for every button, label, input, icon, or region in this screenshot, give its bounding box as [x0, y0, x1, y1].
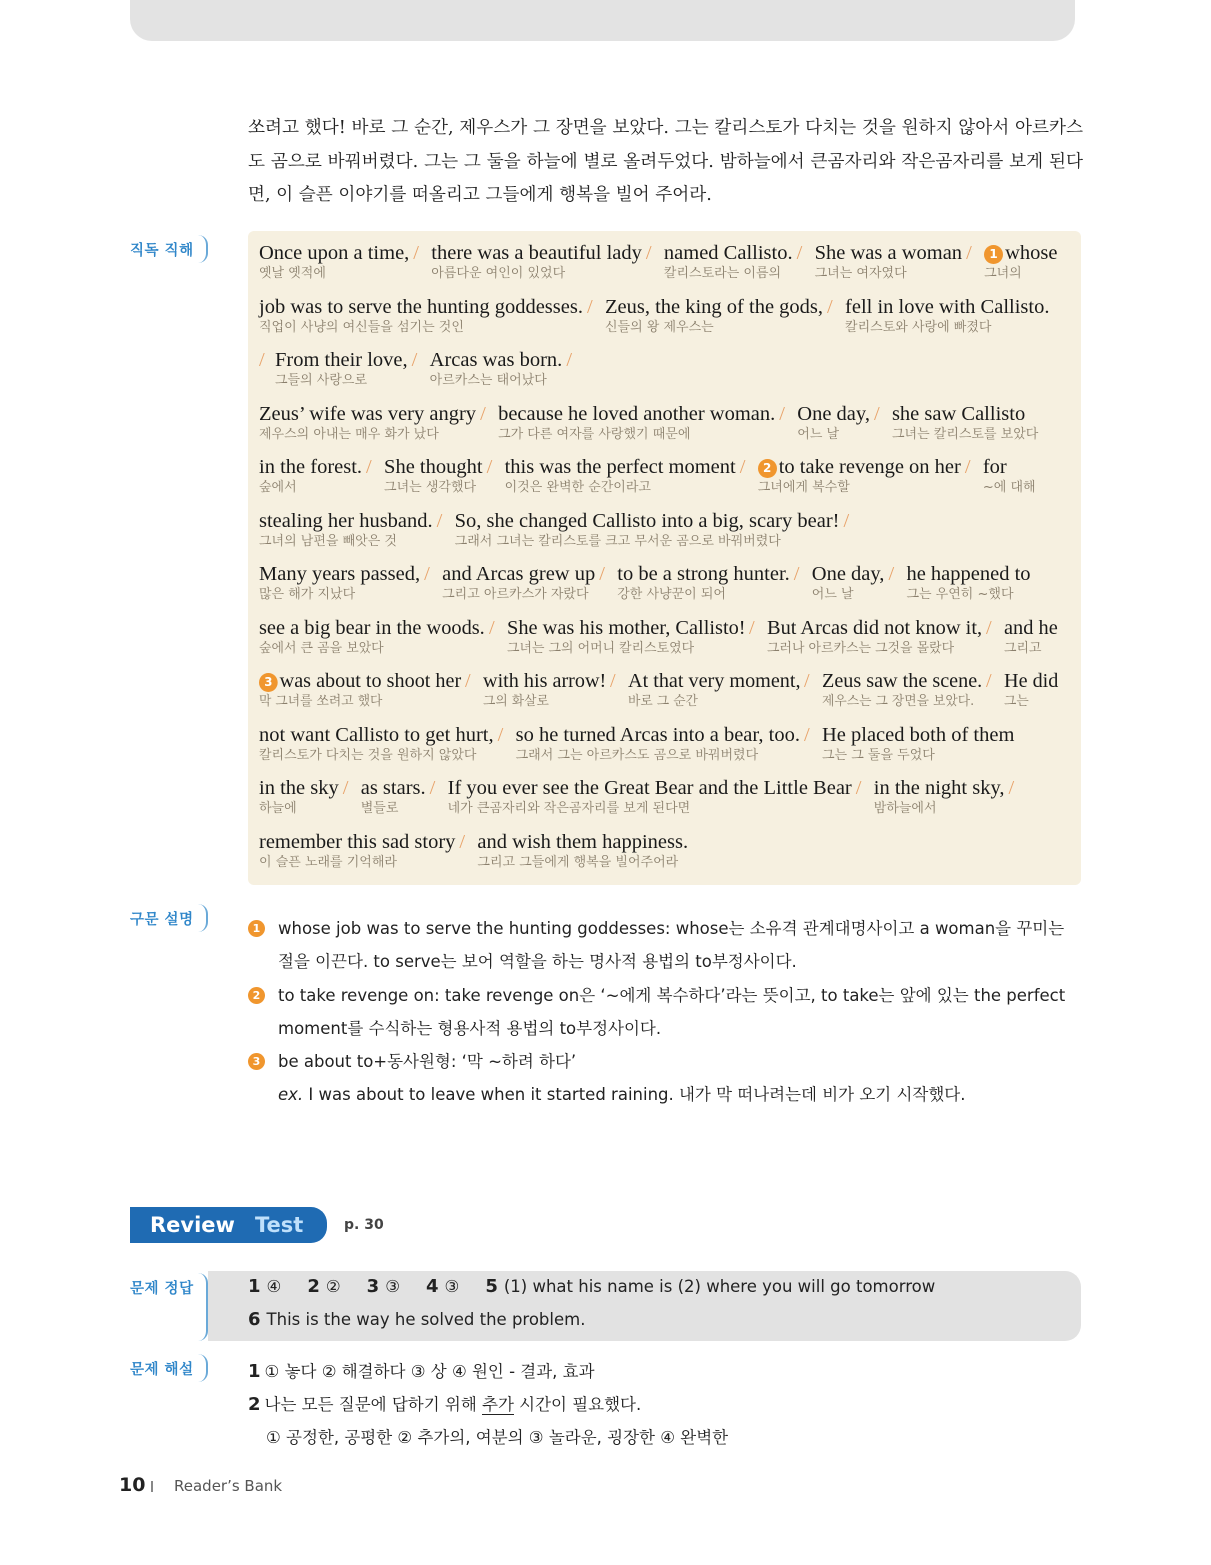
chunk-english: she saw Callisto: [891, 402, 1026, 425]
explanation-number: 2: [248, 1394, 261, 1415]
chunk-korean: 제우스의 아내는 매우 화가 났다: [259, 426, 439, 442]
chunk-english: in the night sky,: [873, 777, 1005, 799]
chunk-separator: /: [739, 456, 746, 478]
page-reference: p. 30: [344, 1217, 384, 1233]
chunk: [874, 776, 1005, 818]
answer-value: ③: [385, 1277, 400, 1296]
chunk: [259, 616, 485, 658]
chunk-separator: /: [424, 563, 430, 585]
chunk-separator: /: [803, 723, 810, 746]
chunk-english: with his arrow!: [482, 670, 607, 692]
chunk: [906, 562, 1030, 604]
label-answers: 문제 정답: [130, 1273, 208, 1341]
chunk-korean: 별들로: [360, 801, 399, 816]
chunk: [1004, 616, 1058, 658]
label-direct-translation: 직독 직해: [130, 235, 208, 263]
chunk-english: At that very moment,: [627, 670, 801, 692]
chunk-separator: /: [480, 402, 486, 425]
chunk-english: 2 to take revenge on her: [758, 455, 961, 479]
chunk-korean: 그래서 그녀는 칼리스토를 크고 무서운 곰으로 바꿔버렸다: [454, 533, 781, 549]
note-text: to take revenge on: take revenge on은 ‘~에게 복수하다’라는 뜻이고, to take는 앞에 있는 the perfect moment를 수식하는 형용사적 용법의 to부정사이다.: [278, 985, 1066, 1038]
chunk-english: If you ever see the Great Bear and the Little Bear: [447, 777, 852, 799]
chunk-english: Many years passed,: [259, 563, 421, 585]
chunk: [822, 723, 1014, 765]
chunk-korean: 그녀는 칼리스토를 보았다: [891, 426, 1039, 442]
chunk-korean: 네가 큰곰자리와 작은곰자리를 보게 된다면: [447, 801, 691, 816]
chunk-korean: 옛날 옛적에: [259, 266, 326, 281]
chunk-separator: /: [465, 670, 471, 692]
chunk-separator: /: [488, 616, 495, 639]
chunk: [767, 616, 982, 658]
chunk: [498, 402, 775, 444]
answer-value: ②: [325, 1277, 341, 1296]
chunk-korean: 강한 사냥꾼이 되어: [617, 587, 726, 602]
explanation-text: ① 놓다 ② 해결하다 ③ 상 ④ 원인 - 결과, 효과: [264, 1362, 595, 1381]
chunk-korean: 이것은 완벽한 순간이라고: [504, 480, 651, 495]
answer-value: (1) what his name is (2) where you will go tomorrow: [503, 1277, 936, 1296]
answer-value: ④: [266, 1277, 282, 1296]
chunk: [275, 348, 408, 390]
chunk-korean: 그녀는 여자였다: [814, 266, 907, 281]
chunk-korean: 아르카스는 태어났다: [429, 373, 547, 388]
chunk: [605, 295, 823, 337]
note-3: [248, 1045, 1084, 1112]
chunk: [259, 455, 362, 497]
chunk-separator: /: [964, 456, 971, 478]
answers-line-1: [248, 1276, 935, 1297]
footer-divider: [151, 1481, 153, 1492]
note-text: be about to+동사원형: ‘막 ~하려 하다’: [278, 1052, 577, 1072]
answer-value: ③: [444, 1277, 460, 1296]
answer-value: This is the way he solved the problem.: [266, 1310, 586, 1329]
chunk-separator: /: [793, 563, 800, 585]
chunk-english: She thought: [384, 456, 483, 478]
chunk: [664, 241, 793, 283]
chunk-english: there was a beautiful lady: [431, 242, 642, 264]
note-number-badge: 3: [248, 1053, 265, 1070]
chunk-english: Zeus’ wife was very angry: [259, 402, 477, 425]
note-1: [248, 912, 1084, 979]
chunk-english: Arcas was born.: [429, 349, 563, 371]
chunk: [448, 776, 852, 818]
chunk-korean: 칼리스토라는 이름의: [663, 266, 782, 281]
chunk-korean: 바로 그 순간: [627, 694, 698, 709]
chunk-english: to be a strong hunter.: [617, 563, 790, 585]
chunk-korean: 제우스는 그 장면을 보았다.: [822, 694, 975, 709]
chunk: [431, 241, 642, 283]
chunk-korean: 숲에서: [259, 480, 297, 495]
chunk-korean: 밤하늘에서: [873, 801, 937, 816]
chunk-separator: /: [259, 349, 265, 371]
chunk-english: 3 was about to shoot her: [259, 669, 461, 693]
chunk: [259, 830, 455, 872]
chunk-english: She was his mother, Callisto!: [506, 616, 746, 639]
chunk-separator: /: [599, 563, 605, 585]
chunk-korean: 많은 해가 지났다: [259, 587, 356, 602]
chunk-korean: 그녀의: [984, 266, 1022, 281]
chunk-korean: 그래서 그는 아르카스도 곰으로 바꿔버렸다: [515, 747, 759, 763]
chunk-korean: 숲에서 큰 곰을 보았다: [259, 640, 384, 656]
chunk-separator: /: [413, 242, 419, 264]
label-explanations: 문제 해설: [130, 1354, 208, 1382]
explanation-number: 1: [248, 1361, 261, 1382]
chunk-english: Zeus, the king of the gods,: [604, 295, 824, 318]
chunk-english: job was to serve the hunting goddesses.: [259, 295, 583, 318]
chunk-english: stealing her husband.: [259, 509, 433, 532]
chunk-english: Zeus saw the scene.: [822, 670, 983, 692]
chunk-english: not want Callisto to get hurt,: [259, 723, 494, 746]
chunk: [617, 562, 790, 604]
review-test-badge: [130, 1207, 327, 1243]
syntax-marker-badge: 3: [259, 673, 278, 692]
chunk-korean: 하늘에: [259, 801, 297, 816]
chunk: [259, 402, 476, 444]
chunk: [430, 348, 563, 390]
chunk: [505, 455, 736, 497]
chunk-english: in the sky: [259, 777, 339, 799]
chunk-english: in the forest.: [259, 456, 363, 478]
chunk: [259, 241, 409, 283]
note-text: whose job was to serve the hunting goddesses: whose는 소유격 관계대명사이고 a woman을 꾸미는 절을 이끈다. to serve는 보어 역할을 하는 명사적 용법의 to부정사이다.: [278, 919, 1065, 972]
chunk: [259, 562, 420, 604]
chunk-korean: 그리고 그들에게 행복을 빌어주어라: [477, 854, 679, 870]
chunk-korean: 어느 날: [811, 587, 854, 602]
chunk-korean: 막 그녀를 쏘려고 했다: [259, 694, 383, 709]
chunk-english: She was a woman: [814, 242, 963, 264]
syntax-marker-badge: 1: [984, 245, 1003, 264]
chunk: [259, 295, 583, 337]
chunk-english: named Callisto.: [663, 242, 793, 264]
chunk-separator: /: [436, 509, 443, 532]
explanation-text: 나는 모든 질문에 답하기 위해: [264, 1395, 483, 1414]
example-text: I was about to leave when it started raining. 내가 막 떠나려는데 비가 오기 시작했다.: [308, 1085, 966, 1105]
chunk-english: because he loved another woman.: [498, 402, 776, 425]
chunk-separator: /: [610, 670, 616, 692]
chunk-separator: /: [411, 349, 418, 371]
korean-translation-paragraph: 쏘려고 했다! 바로 그 순간, 제우스가 그 장면을 보았다. 그는 칼리스토가 다치는 것을 원하지 않아서 아르카스도 곰으로 바꿔버렸다. 그는 그 둘을 하늘에 별로 올려두었다. 밤하늘에서 큰곰자리와 작은곰자리를 보게 된다면, 이 슬픈 이야기를 떠올리고 그들에게 행복을 빌어 주어라.: [248, 118, 1083, 205]
chunk: [812, 562, 885, 604]
chunk-korean: 그는: [1003, 694, 1029, 709]
explanation-1: [248, 1358, 595, 1382]
chunk-english: he happened to: [906, 563, 1031, 585]
answers-line-2: [248, 1309, 585, 1330]
chunk-separator: /: [1008, 777, 1015, 799]
chunk-separator: /: [986, 670, 992, 692]
chunk-separator: /: [566, 349, 573, 371]
answer-number: 6: [248, 1309, 261, 1330]
chunk-separator: /: [366, 456, 372, 478]
chunk-separator: /: [429, 777, 436, 799]
chunk: [758, 455, 961, 497]
direct-translation-box: [248, 231, 1081, 885]
chunk-english: So, she changed Callisto into a big, scary bear!: [454, 509, 840, 532]
chunk-english: and wish them happiness.: [477, 830, 689, 853]
chunk-korean: 그녀에게 복수할: [757, 480, 850, 495]
chunk: [361, 776, 426, 818]
answer-number: 4: [425, 1276, 439, 1297]
explanation-2-options: ① 공정한, 공평한 ② 추가의, 여분의 ③ 놀라운, 굉장한 ④ 완벽한: [266, 1428, 729, 1447]
chunk-separator: /: [986, 616, 993, 639]
chunk-english: fell in love with Callisto.: [845, 295, 1050, 318]
chunk-separator: /: [855, 777, 862, 799]
page-number: 10: [119, 1474, 146, 1496]
chunk-korean: 그리고: [1004, 640, 1042, 656]
top-header-bar: [130, 0, 1075, 41]
explanation-text: 시간이 필요했다.: [513, 1395, 642, 1414]
chunk-separator: /: [486, 456, 493, 478]
chunk: [815, 241, 962, 283]
chunk-separator: /: [779, 402, 785, 425]
explanation-2: [248, 1391, 641, 1415]
label-syntax-explanation: 구문 설명: [130, 904, 208, 932]
chunk: [259, 776, 339, 818]
chunk-korean: 그녀는 생각했다: [384, 480, 477, 495]
chunk: [892, 402, 1038, 444]
chunk-english: so he turned Arcas into a bear, too.: [515, 723, 800, 746]
chunk-separator: /: [749, 616, 756, 639]
review-word: Review: [150, 1213, 235, 1237]
chunk-separator: /: [586, 295, 593, 318]
chunk-separator: /: [888, 563, 895, 585]
chunk-korean: ~에 대해: [982, 480, 1036, 495]
syntax-marker-badge: 2: [758, 459, 777, 478]
underlined-word: 추가: [482, 1395, 514, 1414]
chunk-english: From their love,: [275, 349, 408, 371]
chunk: [984, 241, 1057, 283]
chunk: [442, 562, 595, 604]
chunk: [845, 295, 1049, 337]
chunk-separator: /: [827, 295, 833, 318]
chunk-separator: /: [873, 402, 880, 425]
chunk: [797, 402, 870, 444]
answer-number: 2: [307, 1276, 320, 1297]
chunk-separator: /: [497, 723, 504, 746]
chunk-english: But Arcas did not know it,: [767, 616, 983, 639]
chunk: [483, 669, 606, 711]
note-2: [248, 979, 1084, 1046]
chunk-english: One day,: [797, 402, 870, 425]
chunk: [455, 509, 840, 551]
chunk-english: Once upon a time,: [259, 242, 410, 264]
chunk-korean: 아름다운 여인이 있었다: [431, 266, 566, 281]
chunk-korean: 그녀는 그의 어머니 칼리스토였다: [506, 640, 694, 656]
answer-number: 5: [485, 1276, 498, 1297]
chunk-english: this was the perfect moment: [504, 456, 736, 478]
chunk-separator: /: [966, 242, 972, 264]
chunk-korean: 이 슬픈 노래를 기억해라: [259, 854, 397, 870]
chunk-english: He did: [1003, 670, 1059, 692]
chunk-korean: 신들의 왕 제우스는: [604, 319, 714, 335]
chunk-korean: 그는 그 둘을 두었다: [821, 747, 935, 763]
chunk-korean: 칼리스토가 다치는 것을 원하지 않았다: [259, 747, 477, 763]
answer-number: 1: [248, 1276, 261, 1297]
answer-number: 3: [366, 1276, 380, 1297]
chunk-korean: 직업이 사냥의 여신들을 섬기는 것인: [259, 319, 464, 335]
chunk-separator: /: [804, 670, 810, 692]
chunk: [1004, 669, 1058, 711]
chunk-korean: 그는 우연히 ~했다: [906, 587, 1014, 602]
chunk: [516, 723, 800, 765]
chunk-english: He placed both of them: [821, 723, 1015, 746]
chunk-english: and he: [1004, 616, 1059, 639]
chunk-separator: /: [843, 509, 850, 532]
syntax-notes: [248, 912, 1084, 1112]
chunk-korean: 어느 날: [797, 426, 840, 442]
chunk-english: 1 whose: [984, 241, 1057, 265]
note-number-badge: 1: [248, 920, 265, 937]
chunk-separator: /: [645, 242, 652, 264]
test-word: Test: [255, 1213, 304, 1237]
chunk: [477, 830, 688, 872]
chunk-separator: /: [796, 242, 803, 264]
book-title: Reader’s Bank: [174, 1477, 283, 1495]
note-number-badge: 2: [248, 987, 265, 1004]
chunk-english: for: [982, 456, 1007, 478]
chunk: [259, 723, 494, 765]
chunk: [259, 509, 433, 551]
chunk: [259, 669, 461, 711]
chunk: [507, 616, 746, 658]
chunk-english: remember this sad story: [259, 830, 456, 853]
chunk-korean: 그리고 아르카스가 자랐다: [442, 587, 589, 602]
chunk: [628, 669, 801, 711]
chunk: [983, 455, 1036, 497]
chunk-korean: 그녀의 남편을 빼앗은 것: [259, 533, 397, 549]
chunk-english: One day,: [811, 563, 885, 585]
chunk-korean: 그러나 아르카스는 그것을 몰랐다: [767, 640, 955, 656]
chunk-korean: 그들의 사랑으로: [275, 373, 368, 388]
example-label: ex.: [278, 1085, 304, 1105]
chunk-korean: 그의 화살로: [482, 694, 549, 709]
chunk-separator: /: [342, 777, 349, 799]
chunk-english: as stars.: [360, 777, 426, 799]
chunk-english: and Arcas grew up: [442, 563, 596, 585]
chunk: [384, 455, 483, 497]
chunk-korean: 그가 다른 여자를 사랑했기 때문에: [498, 426, 691, 442]
chunk-korean: 칼리스토와 사랑에 빠졌다: [845, 319, 992, 335]
chunk-separator: /: [459, 830, 466, 853]
chunk: [822, 669, 982, 711]
chunk-english: see a big bear in the woods.: [259, 616, 485, 639]
